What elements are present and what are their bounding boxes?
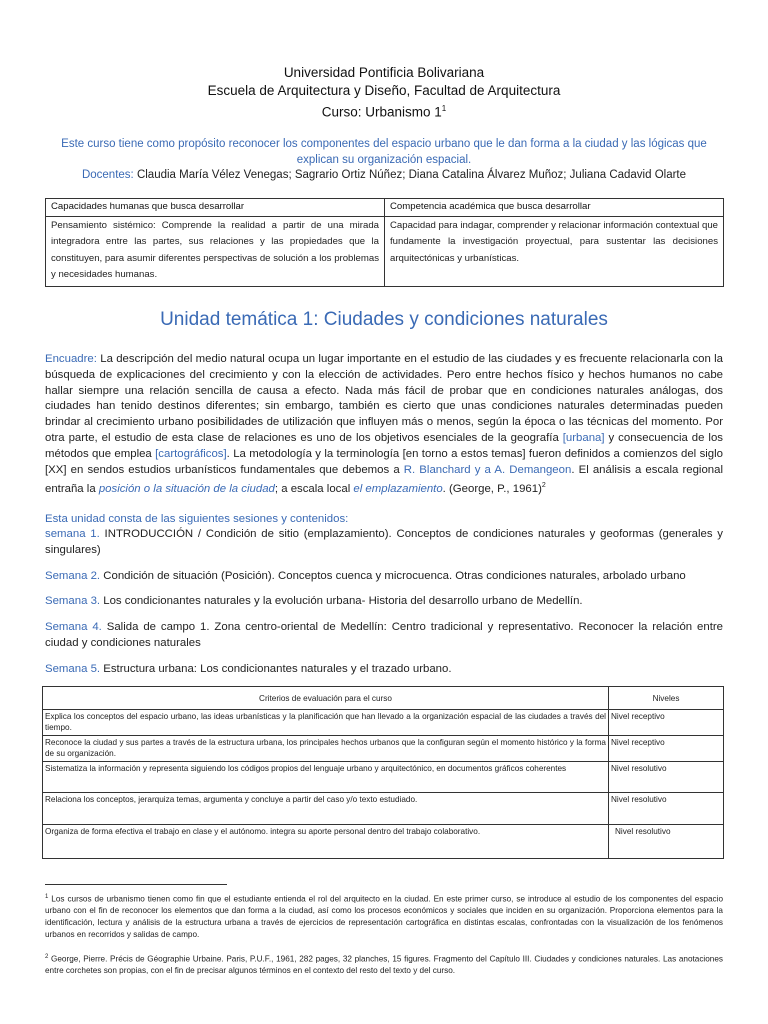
authors-link[interactable]: R. Blanchard y a A. Demangeon	[403, 463, 572, 476]
session-item	[45, 569, 723, 585]
sessions-intro: Esta unidad consta de las siguientes sesiones y contenidos:	[45, 513, 349, 525]
footnote-2	[45, 952, 723, 977]
document-header	[0, 64, 768, 122]
encuadre-text: . (George, P., 1961)	[442, 483, 542, 496]
session-label: Semana 4.	[45, 621, 102, 633]
criterion-cell: Explica los conceptos del espacio urbano, las ideas urbanísticas y la planificación que han llevado a la organización espacial de las ciudades a través del tiempo.	[43, 710, 609, 736]
term-urbana: [urbana]	[562, 431, 605, 444]
university-name: Universidad Pontificia Bolivariana	[283, 65, 485, 80]
session-item	[45, 527, 723, 559]
course-title: Curso: Urbanismo $1^1$	[321, 104, 447, 120]
encuadre-text: ; a escala local	[274, 483, 354, 496]
footnote-ref-2[interactable]: 2	[541, 482, 546, 490]
session-label: Semana 2.	[45, 570, 101, 582]
criterion-cell: Sistematiza la información y representa siguiendo los códigos propios del lenguaje urbano y arquitectónico, en documentos gráficos coherentes	[43, 762, 609, 793]
docentes-line	[50, 168, 718, 183]
encuadre-text: . El análisis a escala regional entraña la	[45, 463, 723, 496]
footnote-number: 1	[45, 894, 49, 900]
capacities-table	[45, 198, 724, 287]
session-item	[45, 594, 723, 610]
session-label: Semana 3.	[45, 595, 101, 607]
level-cell: Nivel resolutivo	[609, 793, 724, 825]
docentes-names: Claudia María Vélez Venegas; Sagrario Ortiz Núñez; Diana Catalina Álvarez Muñoz; Juliana Cadavid Olarte	[136, 169, 687, 181]
level-cell: Nivel resolutivo	[609, 825, 724, 859]
footnote-1	[45, 892, 723, 940]
footnote-number: 2	[45, 954, 49, 960]
encuadre-paragraph	[45, 352, 723, 498]
term-cartograficos: [cartográficos]	[155, 447, 227, 460]
docentes-label: Docentes:	[81, 169, 134, 181]
session-item	[45, 620, 723, 652]
level-cell: Nivel receptivo	[609, 736, 724, 762]
level-cell: Nivel receptivo	[609, 710, 724, 736]
session-item	[45, 662, 723, 678]
term-emplazamiento: el emplazamiento	[353, 483, 443, 496]
encuadre-text: y consecuencia de los métodos que emplea	[45, 431, 723, 460]
course-purpose: Este curso tiene como propósito reconocer los componentes del espacio urbano que le dan forma a la ciudad y las lógicas que explican su organización espacial.	[61, 138, 707, 166]
footnote-ref-1[interactable]: 1	[441, 104, 447, 113]
session-text: Condición de situación (Posición). Conceptos cuenca y microcuenca. Otras condiciones naturales, arbolado urbano	[100, 570, 686, 582]
session-label: Semana 5.	[45, 663, 101, 675]
session-label: semana 1.	[45, 528, 100, 540]
encuadre-label: Encuadre:	[45, 353, 97, 365]
levels-header: Niveles	[609, 687, 724, 710]
evaluation-table	[42, 686, 724, 859]
footnote-text: George, Pierre. Précis de Géographie Urbaine. Paris, P.U.F., 1961, 282 pages, 32 planches, 15 figures. Fragmento del Capítulo III. Ciudades y condiciones naturales. Las anotaciones entre corchetes son propias, con el fin de precisar algunos términos en el contexto del resto del texto y del curso.	[45, 954, 723, 976]
school-name: Escuela de Arquitectura y Diseño, Facultad de Arquitectura	[207, 83, 561, 98]
criterion-cell: Reconoce la ciudad y sus partes a través de la estructura urbana, los principales hechos urbanos que la configuran según el momento histórico y la forma de su organización.	[43, 736, 609, 762]
encuadre-text: La descripción del medio natural ocupa un lugar importante en el estudio de las ciudades y es frecuente relacionarla con la búsqueda de explicaciones del crecimiento y con la elección de actividades. Pero entre hechos físico y hechos humanos no cabe hallar siempre una relación sencilla de causa a efecto. Nada más fácil de probar que en condiciones naturales análogas, dos ciudades han tenido destinos diferentes; sin embargo, también es cierto que unas condiciones naturales determinadas pueden brindar al crecimiento urbano posibilidades de utilización que influyen más o menos, según la época o las técnicas del momento. Por otra parte, el estudio de esta clase de relaciones es uno de los objetivos esenciales de la geografía	[45, 353, 723, 444]
capacities-cell: Pensamiento sistémico: Comprende la realidad a partir de una mirada integradora entre las partes, sus relaciones y las propiedades que la constituyen, para asumir diferentes perspectivas de solución a los problemas y necesidades humanas.	[46, 216, 385, 286]
level-cell: Nivel resolutivo	[609, 762, 724, 793]
criteria-header: Criterios de evaluación para el curso	[43, 687, 609, 710]
session-text: Los condicionantes naturales y la evolución urbana- Historia del desarrollo urbano de Medellín.	[100, 595, 583, 607]
criterion-cell: Relaciona los conceptos, jerarquiza temas, argumenta y concluye a partir del caso y/o texto estudiado.	[43, 793, 609, 825]
criterion-cell: Organiza de forma efectiva el trabajo en clase y el autónomo. integra su aporte personal dentro del trabajo colaborativo.	[43, 825, 609, 859]
session-text: Salida de campo 1. Zona centro-oriental de Medellín: Centro tradicional y representativo. Reconocer la relación entre ciudad y condiciones naturales	[45, 621, 723, 649]
capacities-header: Capacidades humanas que busca desarrollar	[46, 199, 385, 217]
unit-title: Unidad temática 1: Ciudades y condiciones naturales	[160, 309, 608, 330]
competence-cell: Capacidad para indagar, comprender y relacionar información contextual que fundamente la investigación proyectual, para sustentar las decisiones arquitectónicas y urbanísticas.	[385, 216, 724, 286]
footnote-text: Los cursos de urbanismo tienen como fin que el estudiante entienda el rol del arquitecto en la ciudad. En este primer curso, se introduce al estudio de los componentes del espacio urbano con el fin de reconocer los elementos que dan forma a la ciudad, así como los procesos económicos y sociales que inciden en su organización. Proporciona elementos para la identificación, lectura y análisis de la estructura urbana a través de ejercicios de representación cartográfica en distintas escalas, confrontadas con la visualización de los fenómenos urbanos en recorridos y salidas de campo.	[45, 894, 723, 939]
term-posicion: posición o la situación de la ciudad	[98, 483, 275, 496]
competence-header: Competencia académica que busca desarrollar	[385, 199, 724, 217]
encuadre-text: . La metodología y la terminología [en torno a estos temas] fueron definidos a comienzos del siglo [XX] en sendos estudios urbanísticos fundamentales que debemos a	[45, 447, 723, 476]
session-text: INTRODUCCIÓN / Condición de sitio (emplazamiento). Conceptos de condiciones naturales y geoformas (generales y singulares)	[45, 528, 723, 556]
session-text: Estructura urbana: Los condicionantes naturales y el trazado urbano.	[100, 663, 452, 675]
footnote-separator	[45, 884, 227, 885]
